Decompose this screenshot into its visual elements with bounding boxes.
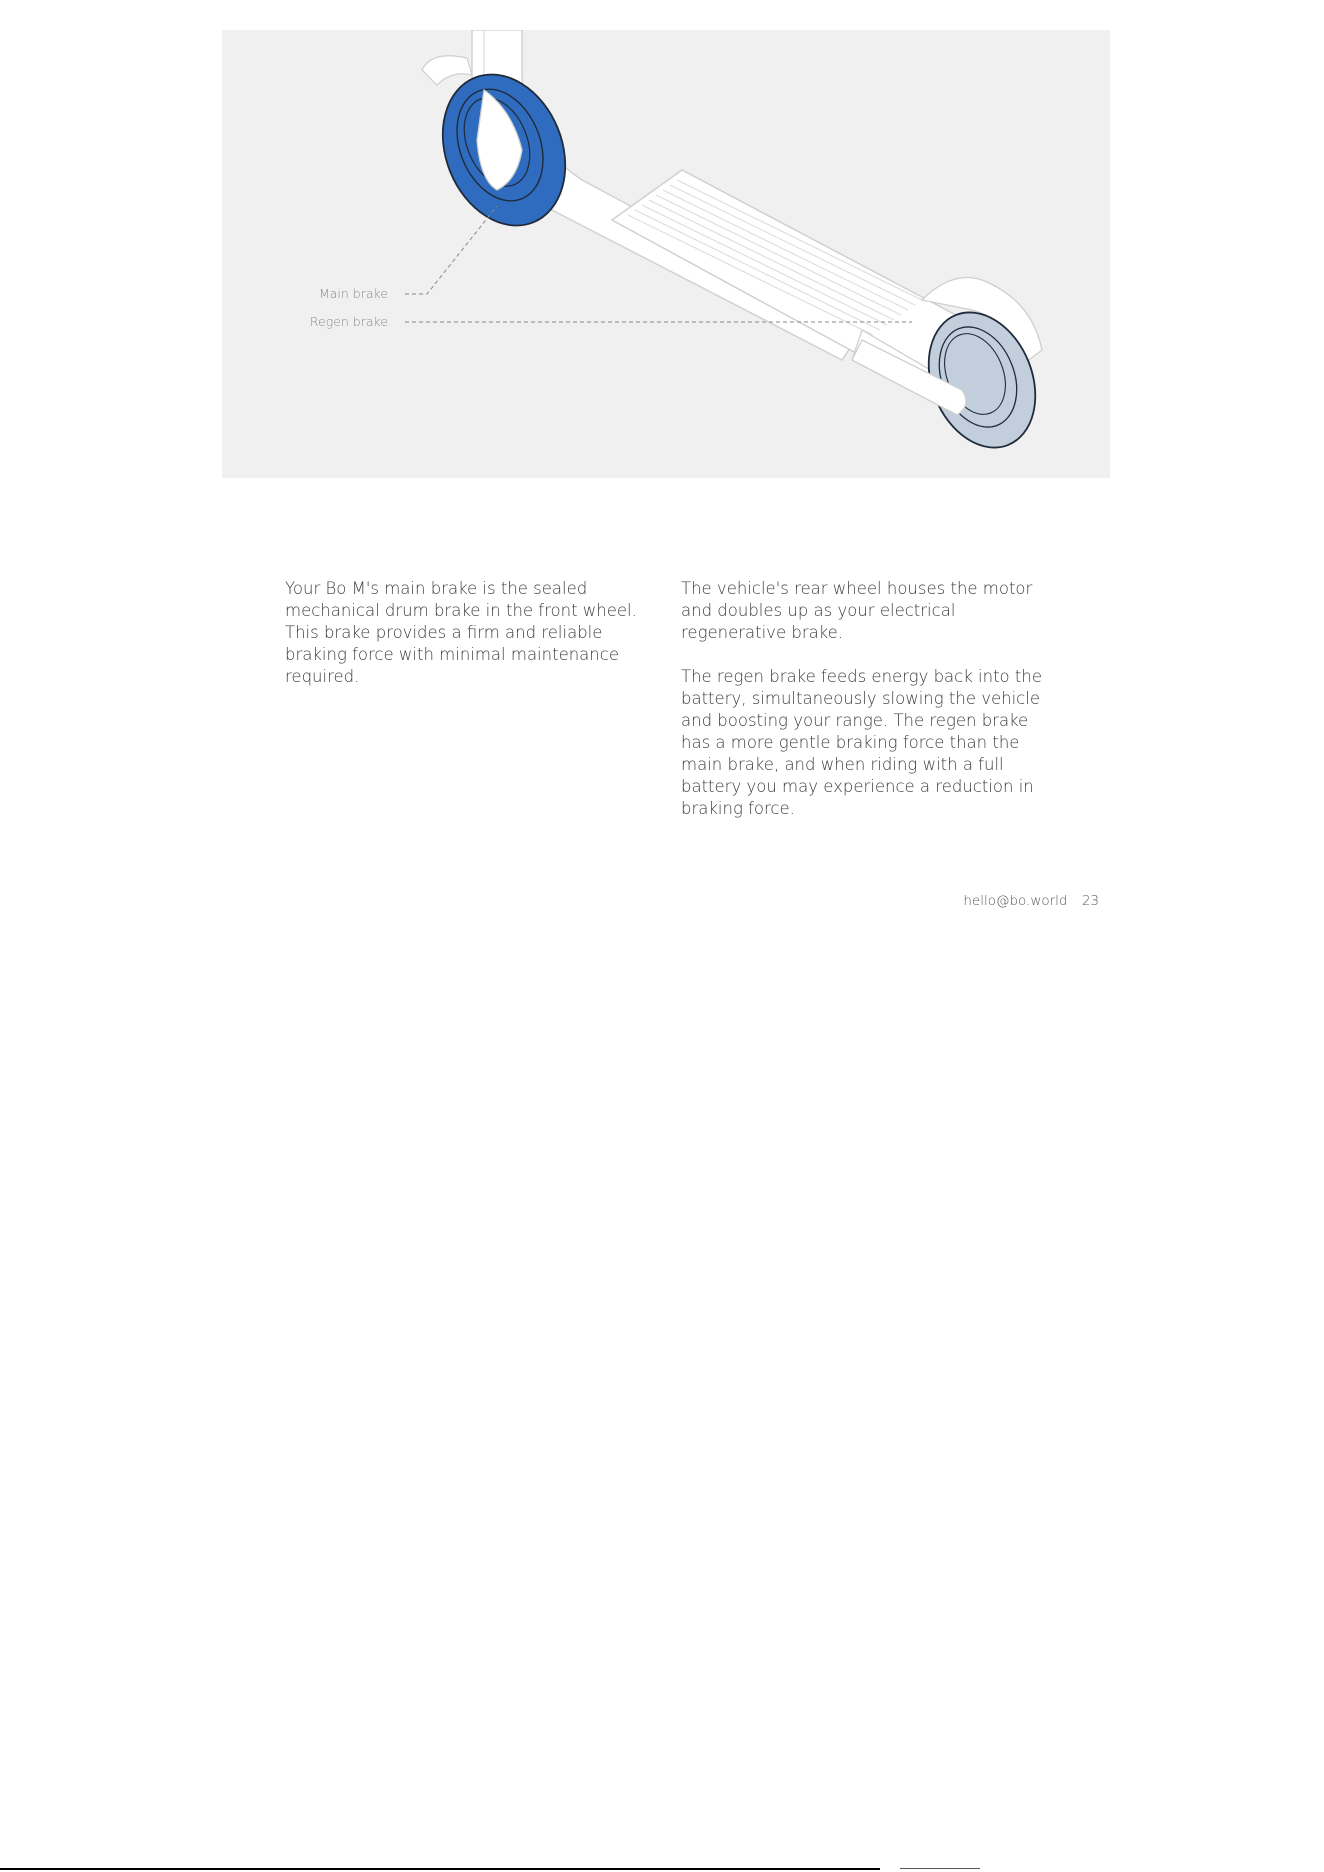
regen-brake-paragraph: The regen brake feeds energy back into the battery, simultaneously slowing the vehicle and boosting your range. The regen brake has a more gentle braking force than the main brake, and when riding with a full battery you may experience a reduction in braking force. [681,667,1042,818]
main-brake-leader-line [405,206,497,294]
left-text-column [285,578,655,688]
main-brake-paragraph: Your Bo M's main brake is the sealed mechanical drum brake in the front wheel. This brake provides a firm and reliable braking force with minimal maintenance required. [285,579,637,686]
main-brake-label: Main brake [318,286,388,301]
page-footer [963,893,1099,909]
scooter-brake-illustration [222,30,1110,478]
front-fender [422,56,472,85]
bottom-divider-short [900,1868,980,1869]
right-text-column [681,578,1061,820]
rear-wheel-paragraph: The vehicle's rear wheel houses the motor and doubles up as your electrical regenerative brake. [681,579,1033,642]
page-number: 23 [1081,893,1099,909]
bottom-divider [0,1868,880,1870]
footer-email: hello@bo.world [963,893,1068,909]
regen-brake-label: Regen brake [309,314,388,329]
scooter-drawing [222,30,1110,478]
